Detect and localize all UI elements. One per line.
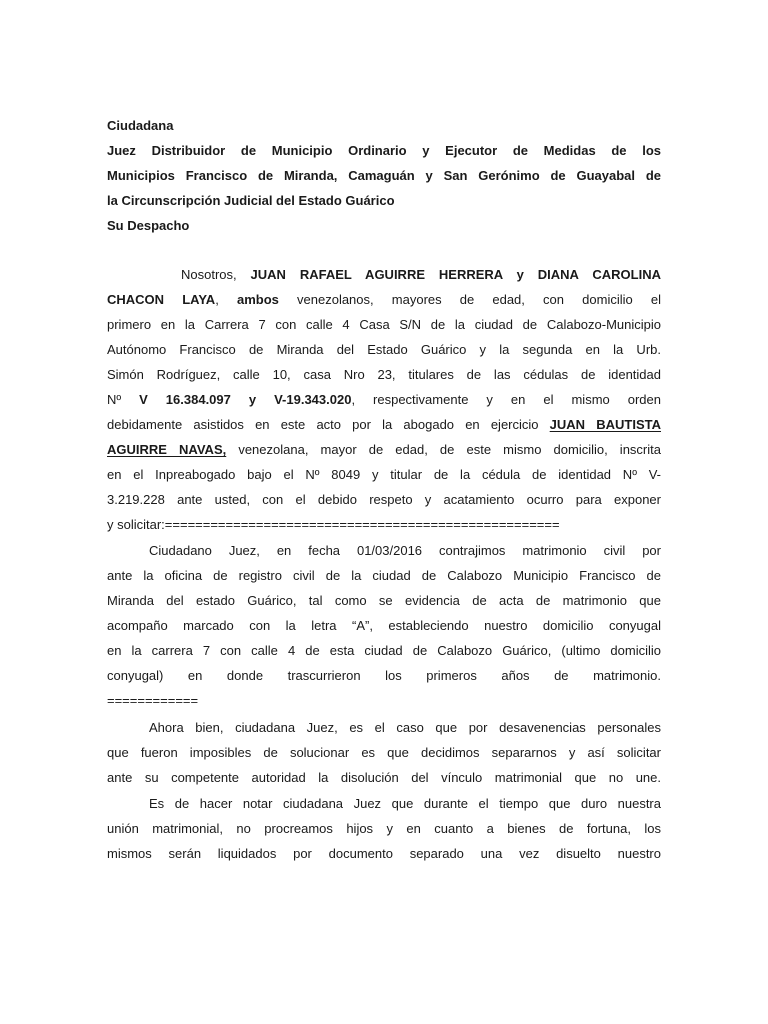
text-line [107, 287, 661, 312]
attorney-name: JUAN BAUTISTA [549, 417, 661, 433]
paragraph-request [107, 715, 661, 790]
text-line: unión matrimonial, no procreamos hijos y en cuanto a bienes de fortuna, los [107, 820, 661, 836]
id-numbers: V 16.384.097 y V-19.343.020 [139, 391, 352, 407]
addressee-salutation: Ciudadana [107, 117, 174, 133]
text-run: , respectivamente y en el mismo orden [351, 391, 661, 407]
text-line: Miranda del estado Guárico, tal como se evidencia de acta de matrimonio que [107, 592, 661, 608]
text-line: ante la oficina de registro civil de la ciudad de Calabozo Municipio Francisco de [107, 567, 661, 583]
text-run: , [215, 291, 237, 307]
paragraph-petitioners [107, 262, 661, 538]
text-line: primero en la Carrera 7 con calle 4 Casa S/N de la ciudad de Calabozo-Municipio [107, 316, 661, 332]
text-line [107, 262, 661, 287]
text-line: mismos serán liquidados por documento separado una vez disuelto nuestro [107, 845, 661, 861]
text-run: Nº [107, 391, 140, 407]
text-line [107, 437, 661, 462]
text-line: que fueron imposibles de solucionar es que decidimos separarnos y así solicitar [107, 744, 661, 760]
paragraph-assets [107, 791, 661, 866]
text-line [107, 387, 661, 412]
text-line: 3.219.228 ante usted, con el debido respeto y acatamiento ocurro para exponer [107, 492, 661, 508]
text-run: debidamente asistidos en este acto por la abogado en ejercicio [107, 417, 550, 433]
text-line: Autónomo Francisco de Miranda del Estado Guárico y la segunda en la Urb. [107, 341, 661, 357]
text-line: en la carrera 7 con calle 4 de esta ciudad de Calabozo Guárico, (ultimo domicilio [107, 642, 661, 658]
text-line: Simón Rodríguez, calle 10, casa Nro 23, titulares de las cédulas de identidad [107, 366, 661, 382]
addressee-line: Juez Distribuidor de Municipio Ordinario y Ejecutor de Medidas de los [107, 142, 661, 158]
text-run: venezolana, mayor de edad, de este mismo domicilio, inscrita [226, 442, 661, 458]
text-run: Nosotros, [181, 266, 251, 282]
text-line [107, 412, 661, 437]
petitioner-names: CHACON LAYA [107, 291, 216, 307]
petitioner-names: JUAN RAFAEL AGUIRRE HERRERA y DIANA CAROLINA [250, 266, 661, 282]
text-line: Ciudadano Juez, en fecha 01/03/2016 contrajimos matrimonio civil por [149, 542, 661, 558]
text-line: ante su competente autoridad la disolución del vínculo matrimonial que no une. [107, 769, 661, 785]
addressee-closing: Su Despacho [107, 217, 190, 233]
text-run-bold: ambos [236, 291, 279, 307]
text-line: Es de hacer notar ciudadana Juez que durante el tiempo que duro nuestra [149, 795, 661, 811]
text-line: en el Inpreabogado bajo el Nº 8049 y titular de la cédula de identidad Nº V- [107, 467, 661, 483]
addressee-line: la Circunscripción Judicial del Estado Guárico [107, 192, 395, 208]
text-line: acompaño marcado con la letra “A”, estableciendo nuestro domicilio conyugal [107, 617, 661, 633]
text-line: y solicitar:==================================================== [107, 517, 560, 533]
text-run: venezolanos, mayores de edad, con domicilio el [278, 291, 661, 307]
addressee-line: Municipios Francisco de Miranda, Camaguán y San Gerónimo de Guayabal de [107, 167, 661, 183]
text-line: conyugal) en donde trascurrieron los primeros años de matrimonio. [107, 667, 661, 683]
attorney-name: AGUIRRE NAVAS, [107, 442, 227, 458]
paragraph-marriage [107, 538, 661, 714]
addressee-block [107, 113, 661, 238]
text-line: Ahora bien, ciudadana Juez, es el caso que por desavenencias personales [149, 719, 661, 735]
text-line: ============ [107, 693, 199, 709]
